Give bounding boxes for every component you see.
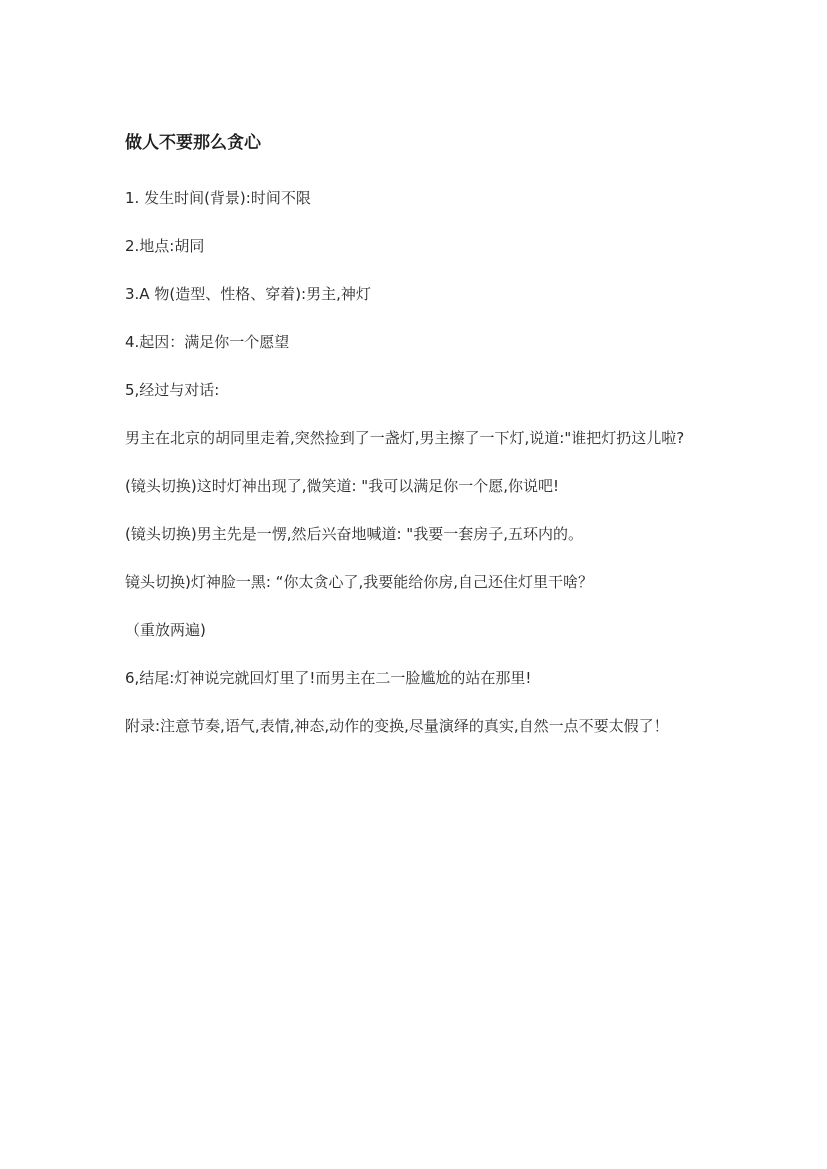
paragraph-time: 1. 发生时间(背景):时间不限 [125, 189, 311, 207]
document-title: 做人不要那么贪心 [125, 133, 261, 153]
paragraph-cause: 4.起因：满足你一个愿望 [125, 333, 290, 351]
paragraph-scene-2: (镜头切换)这时灯神出现了,微笑道: "我可以满足你一个愿,你说吧! [125, 477, 559, 495]
paragraph-process-heading: 5,经过与对话: [125, 381, 220, 399]
paragraph-appendix: 附录:注意节奏,语气,表情,神态,动作的变换,尽量演绎的真实,自然一点不要太假了！ [125, 717, 669, 735]
paragraph-ending: 6,结尾:灯神说完就回灯里了!而男主在二一脸尴尬的站在那里! [125, 669, 532, 687]
paragraph-characters: 3.A 物(造型、性格、穿着):男主,神灯 [125, 285, 371, 303]
paragraph-location: 2.地点:胡同 [125, 237, 205, 255]
document-page [125, 128, 715, 762]
paragraph-scene-4: 镜头切换)灯神脸一黑: “你太贪心了,我要能给你房,自己还住灯里干啥？ [125, 573, 593, 591]
paragraph-scene-3: (镜头切换)男主先是一愣,然后兴奋地喊道: "我要一套房子,五环内的。 [125, 525, 583, 543]
paragraph-scene-1: 男主在北京的胡同里走着,突然捡到了一盏灯,男主擦了一下灯,说道:"谁把灯扔这儿啦? [125, 429, 685, 447]
paragraph-replay-note: （重放两遍) [125, 621, 206, 639]
